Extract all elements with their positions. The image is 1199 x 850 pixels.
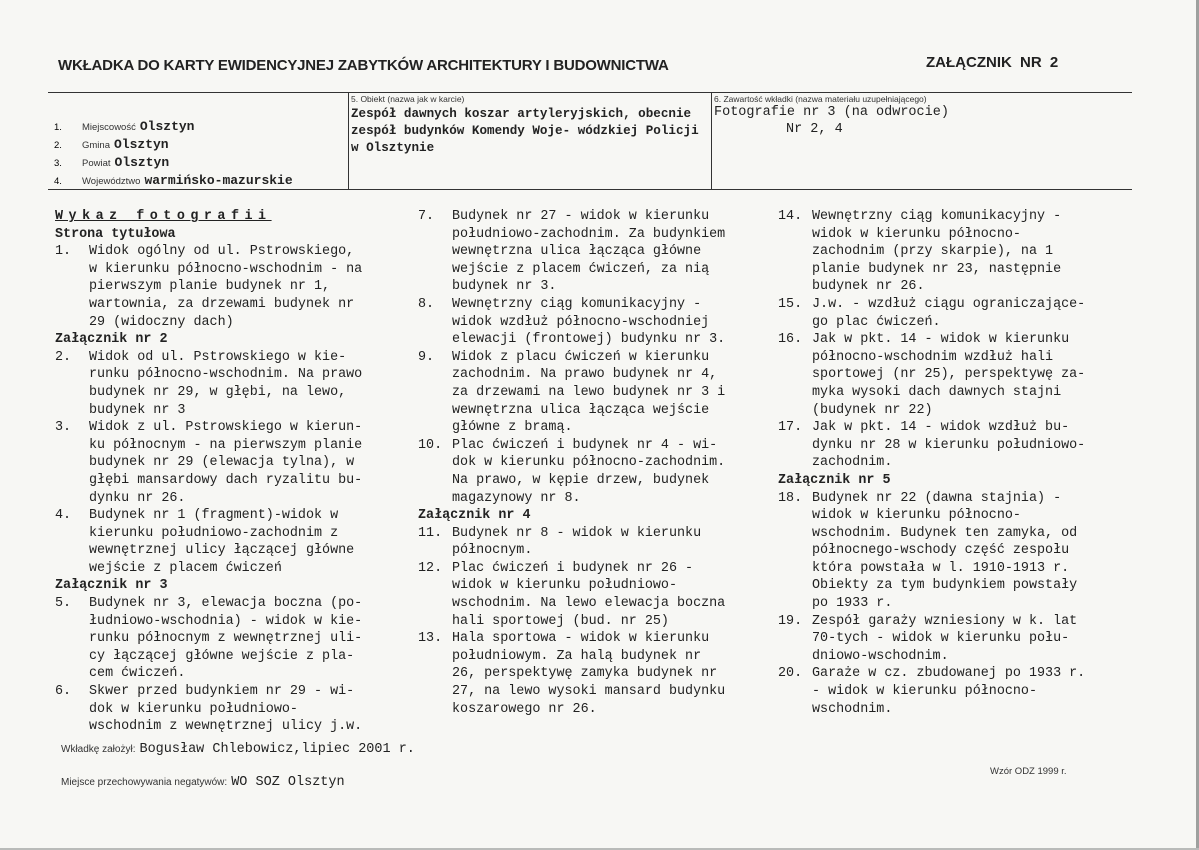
section-heading: Załącznik nr 4 [418, 508, 531, 524]
contents-line: Fotografie nr 3 (na odwrocie) [714, 105, 949, 120]
author-label: Wkładkę założył: [61, 744, 136, 755]
list-item: 3. Widok z ul. Pstrowskiego w kierun- ku północnym - na pierwszym planie budynek nr 29 (elewacja tylna), w głębi mansardowy dach ryzalitu bu- dynku nr 26. [55, 420, 363, 506]
divider [348, 93, 349, 189]
location-value: Olsztyn [113, 137, 169, 152]
location-row: 2. Gmina Olsztyn [54, 137, 169, 152]
list-item: 16. Jak w pkt. 14 - widok w kierunku północno-wschodnim wzdłuż hali sportowej (nr 25), perspektywę za- myka wysoki dach dawnych stajni (budynek nr 22) [778, 332, 1086, 418]
location-value: Olsztyn [139, 119, 195, 134]
list-item: 14. Wewnętrzny ciąg komunikacyjny - widok w kierunku północno- zachodnim (przy skarpie), na 1 planie budynek nr 23, następnie budynek nr 26. [778, 209, 1062, 295]
contents-box [714, 94, 1134, 138]
list-item: 12. Plac ćwiczeń i budynek nr 26 - widok w kierunku południowo- wschodnim. Na lewo elewacja boczna hali sportowej (bud. nr 25) [418, 560, 726, 629]
location-row: 3. Powiat Olsztyn [54, 155, 170, 170]
list-item: 19. Zespół garaży wzniesiony w k. lat 70-tych - widok w kierunku połu- dniowo-wschodnim. [778, 613, 1078, 664]
list-item: 15. J.w. - wzdłuż ciągu ograniczające- go plac ćwiczeń. [778, 296, 1086, 330]
storage-value: WO SOZ Olsztyn [231, 775, 345, 790]
storage-line [61, 772, 345, 790]
header-boxes [48, 92, 1132, 190]
object-value: Zespół dawnych koszar artyleryjskich, obecnie zespół budynków Komendy Woje- wódzkiej Policji w Olsztynie [351, 107, 699, 155]
list-item: 1. Widok ogólny od ul. Pstrowskiego, w kierunku północno-wschodnim - na pierwszym planie budynek nr 1, wartownia, za drzewami budynek nr 29 (widoczny dach) [55, 244, 363, 330]
location-row: 4. Województwo warmińsko-mazurskie [54, 173, 293, 188]
object-box [351, 94, 706, 157]
list-item: 6. Skwer przed budynkiem nr 29 - wi- dok w kierunku południowo- wschodnim z wewnętrznej ulicy j.w. [55, 684, 363, 735]
photo-list-column-3 [778, 208, 1138, 718]
list-item: 17. Jak w pkt. 14 - widok wzdłuż bu- dynku nr 28 w kierunku południowo- zachodnim. [778, 420, 1086, 471]
author-value: Bogusław Chlebowicz,lipiec 2001 r. [139, 742, 415, 757]
author-line [61, 739, 415, 757]
list-item: 11. Budynek nr 8 - widok w kierunku północnym. [418, 525, 702, 559]
form-title: WKŁADKA DO KARTY EWIDENCYJNEJ ZABYTKÓW ARCHITEKTURY I BUDOWNICTWA [58, 57, 669, 74]
section-heading: Strona tytułowa [55, 226, 176, 242]
photo-list-column-1 [55, 208, 415, 736]
list-item: 2. Widok od ul. Pstrowskiego w kie- runku północno-wschodnim. Na prawo budynek nr 29, w głębi, na lewo, budynek nr 3 [55, 349, 363, 418]
object-label: 5. Obiekt (nazwa jak w karcie) [351, 94, 465, 104]
list-item: 10. Plac ćwiczeń i budynek nr 4 - wi- dok w kierunku północno-zachodnim. Na prawo, w kępie drzew, budynek magazynowy nr 8. [418, 437, 726, 506]
location-value: warmińsko-mazurskie [144, 173, 293, 188]
section-heading: Załącznik nr 5 [778, 472, 891, 488]
annex-label: ZAŁĄCZNIK NR 2 [926, 54, 1059, 71]
list-item: 5. Budynek nr 3, elewacja boczna (po- łudniowo-wschodnia) - widok w kie- runku północnym z wewnętrznej uli- cy łączącej główne wejście z pla- cem ćwiczeń. [55, 596, 363, 682]
contents-label: 6. Zawartość wkładki (nazwa materiału uzupełniającego) [714, 94, 927, 104]
section-heading: Załącznik nr 2 [55, 332, 168, 348]
location-fields [54, 117, 293, 189]
list-item: 9. Widok z placu ćwiczeń w kierunku zachodnim. Na prawo budynek nr 4, za drzewami na lewo budynek nr 3 i wewnętrzna ulica łącząca wejście główne z bramą. [418, 349, 726, 436]
photo-list-column-2 [418, 208, 780, 718]
list-title: Wykaz fotografii [55, 209, 272, 224]
list-item: 8. Wewnętrzny ciąg komunikacyjny - widok wzdłuż północno-wschodniej elewacji (frontowej) budynku nr 3. [418, 296, 726, 348]
list-item: 20. Garaże w cz. zbudowanej po 1933 r. - widok w kierunku północno- wschodnim. [778, 666, 1086, 717]
list-item: 13. Hala sportowa - widok w kierunku południowym. Za halą budynek nr 26, perspektywę zamyka budynek nr 27, na lewo wysoki mansard budynku koszarowego nr 26. [418, 631, 726, 717]
form-template-label: Wzór ODZ 1999 r. [990, 766, 1067, 777]
divider [711, 93, 712, 189]
contents-line: Nr 2, 4 [786, 122, 843, 137]
list-item: 18. Budynek nr 22 (dawna stajnia) - widok w kierunku północno- wschodnim. Budynek ten zamyka, od północnego-wschody część zespołu która powstała w l. 1910-1913 r. Obiekty za tym budynkiem powstały po 1933 r. [778, 490, 1078, 612]
list-item: 4. Budynek nr 1 (fragment)-widok w kierunku południowo-zachodnim z wewnętrznej ulicy łączącej główne wejście z placem ćwiczeń [55, 508, 355, 576]
location-value: Olsztyn [114, 155, 170, 170]
storage-label: Miejsce przechowywania negatywów: [61, 777, 228, 788]
list-item: 7. Budynek nr 27 - widok w kierunku południowo-zachodnim. Za budynkiem wewnętrzna ulica łącząca główne wejście z placem ćwiczeń, za nią budynek nr 3. [418, 209, 726, 295]
location-row: 1. Miejscowość Olsztyn [54, 119, 195, 134]
section-heading: Załącznik nr 3 [55, 578, 168, 594]
